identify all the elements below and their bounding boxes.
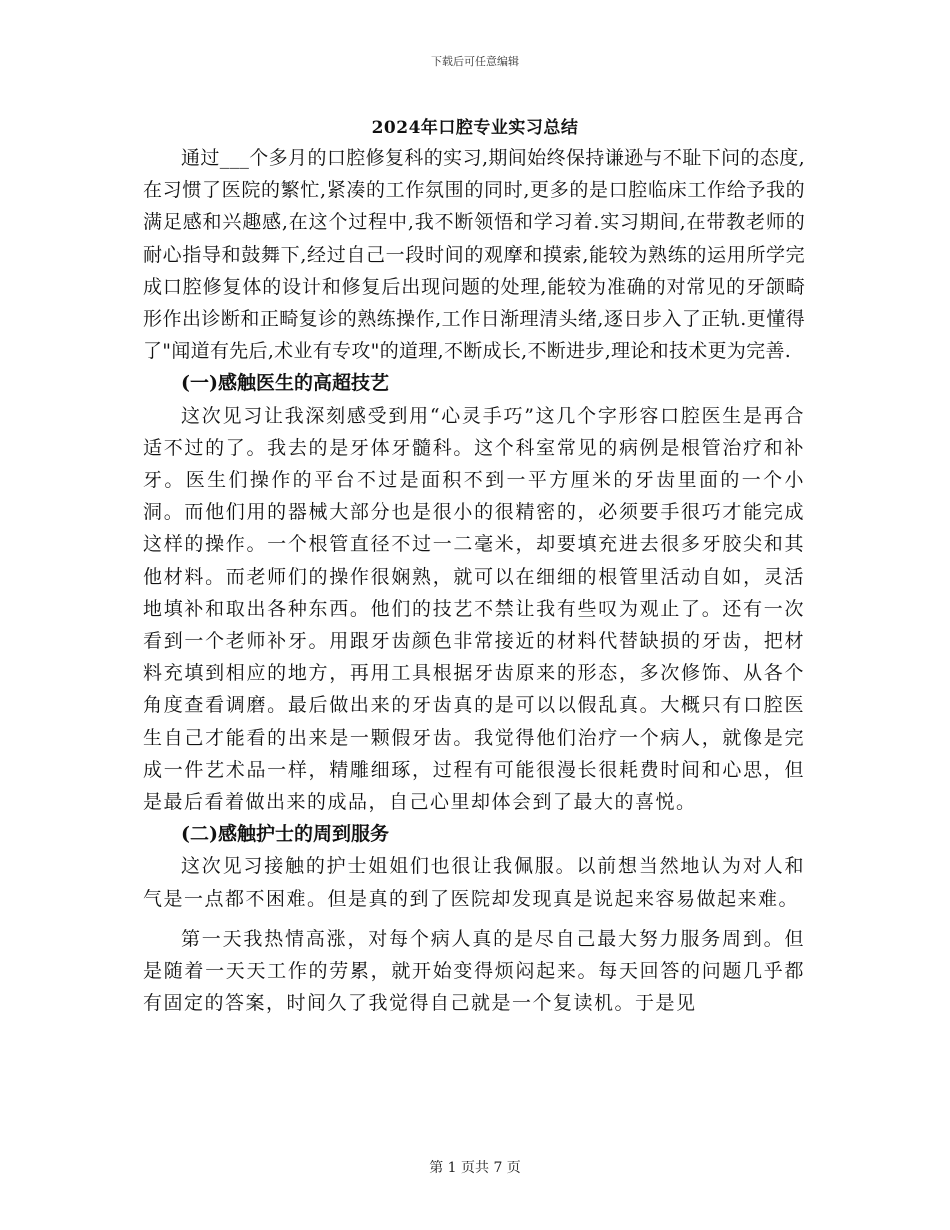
section-paragraph-nurse-service-2: 第一天我热情高涨，对每个病人真的是尽自己最大努力服务周到。但是随着一天天工作的劳累，就开始变得烦闷起来。每天回答的问题几乎都有固定的答案，时间久了我觉得自己就是一个复读机。于是见 <box>143 927 805 1015</box>
section-paragraph-nurse-service-1: 这次见习接触的护士姐姐们也很让我佩服。以前想当然地认为对人和气是一点都不困难。但是真的到了医院却发现真是说起来容易做起来难。 <box>143 855 805 910</box>
page-number-footer: 第 1 页共 7 页 <box>429 1160 521 1176</box>
intro-paragraph: 通过___个多月的口腔修复科的实习,期间始终保持谦逊与不耻下问的态度,在习惯了医院的繁忙,紧凑的工作氛围的同时,更多的是口腔临床工作给予我的满足感和兴趣感,在这个过程中,我不断领悟和学习着.实习期间,在带教老师的耐心指导和鼓舞下,经过自己一段时间的观摩和摸索,能较为熟练的运用所学完成口腔修复体的设计和修复后出现问题的处理,能较为准确的对常见的牙颌畸形作出诊断和正畸复诊的熟练操作,工作日渐理清头绪,逐日步入了正轨.更懂得了"闻道有先后,术业有专攻"的道理,不断成长,不断进步,理论和技术更为完善. <box>143 147 805 363</box>
section-heading-doctor-skills: (一)感触医生的高超技艺 <box>181 372 389 395</box>
page-header-note: 下载后可任意编辑 <box>431 55 519 68</box>
section-heading-nurse-service: (二)感触护士的周到服务 <box>181 823 389 846</box>
document-title: 2024年口腔专业实习总结 <box>371 118 579 138</box>
document-body <box>143 142 805 1019</box>
section-paragraph-doctor-skills: 这次见习让我深刻感受到用“心灵手巧”这几个字形容口腔医生是再合适不过的了。我去的是牙体牙髓科。这个科室常见的病例是根管治疗和补牙。医生们操作的平台不过是面积不到一平方厘米的牙齿里面的一个小洞。而他们用的器械大部分也是很小的很精密的，必须要手很巧才能完成这样的操作。一个根管直径不过一二毫米，却要填充进去很多牙胶尖和其他材料。而老师们的操作很娴熟，就可以在细细的根管里活动自如，灵活地填补和取出各种东西。他们的技艺不禁让我有些叹为观止了。还有一次看到一个老师补牙。用跟牙齿颜色非常接近的材料代替缺损的牙齿，把材料充填到相应的地方，再用工具根据牙齿原来的形态，多次修饰、从各个角度查看调磨。最后做出来的牙齿真的是可以以假乱真。大概只有口腔医生自己才能看的出来是一颗假牙齿。我觉得他们治疗一个病人，就像是完成一件艺术品一样，精雕细琢，过程有可能很漫长很耗费时间和心思，但是最后看着做出来的成品，自己心里却体会到了最大的喜悦。 <box>143 404 805 814</box>
